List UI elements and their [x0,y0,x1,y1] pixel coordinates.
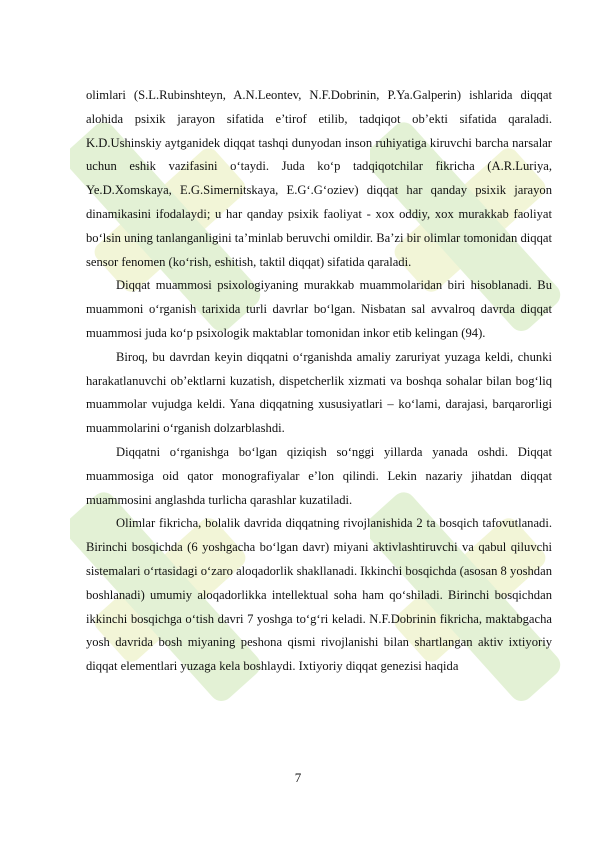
paragraph: Biroq, bu davrdan keyin diqqatni o‘rganishda amaliy zaruriyat yuzaga keldi, chunki harakatlanuvchi ob’ektlarni kuzatish, dispetcherlik xizmati va boshqa sohalar bilan bog‘liq muammolar vujudga keldi. Yana diqqatning xususiyatlari – ko‘lami, darajasi, barqarorligi muammolarini o‘rganish dolzarblashdi. [86,349,552,436]
paragraph: olimlari (S.L.Rubinshteyn, A.N.Leontev, N.F.Dobrinin, P.Ya.Galperin) ishlarida diqqat alohida psixik jarayon sifatida e’tirof etilib, tadqiqot ob’ekti sifatida qaraladi. K.D.Ushinskiy aytganidek diqqat tashqi dunyodan inson ruhiyatiga kiruvchi barcha narsalar uchun eshik vazifasini o‘taydi. Juda ko‘p tadqiqotchilar fikricha (A.R.Luriya, Ye.D.Xomskaya, E.G.Simernitskaya, E.G‘.G‘oziev) diqqat har qanday psixik jarayon dinamikasini ifodalaydi; u har qanday psixik faoliyat - xox oddiy, xox murakkab faoliyat bo‘lsin uning tanlanganligini ta’minlab beruvchi omildir. Ba’zi bir olimlar tomonidan diqqat sensor fenomen (ko‘rish, eshitish, taktil diqqat) sifatida qaraladi. [86,88,552,269]
paragraph: Olimlar fikricha, bolalik davrida diqqatning rivojlanishida 2 ta bosqich tafovutlanadi. Birinchi bosqichda (6 yoshgacha bo‘lgan davr) miyani aktivlashtiruvchi va qabul qiluvchi sistemalari o‘rtasidagi o‘zaro aloqadorlik shakllanadi. Ikkinchi bosqichda (asosan 8 yoshdan boshlanadi) umumiy aloqadorlikka intellektual soha ham qo‘shiladi. Birinchi bosqichdan ikkinchi bosqichga o‘tish davri 7 yoshga to‘g‘ri keladi. N.F.Dobrinin fikricha, maktabgacha yosh davrida bosh miyaning peshona qismi rivojlanishi bilan shartlangan aktiv ixtiyoriy diqqat elementlari yuzaga kela boshlaydi. Ixtiyoriy diqqat genezisi haqida [86,516,552,674]
paragraph: Diqqatni o‘rganishga bo‘lgan qiziqish so‘nggi yillarda yanada oshdi. Diqqat muammosiga oid qator monografiyalar e’lon qilindi. Lekin nazariy jihatdan diqqat muammosini anglashda turlicha qarashlar kuzatiladi. [86,444,552,507]
body-text [86,84,552,679]
paragraph: Diqqat muammosi psixologiyaning murakkab muammolaridan biri hisoblanadi. Bu muammoni o‘rganish tarixida turli davrlar bo‘lgan. Nisbatan sal avvalroq davrda diqqat muammosi juda ko‘p psixologik maktablar tomonidan inkor etib kelingan (94). [86,278,552,340]
page-number: 7 [294,770,302,785]
